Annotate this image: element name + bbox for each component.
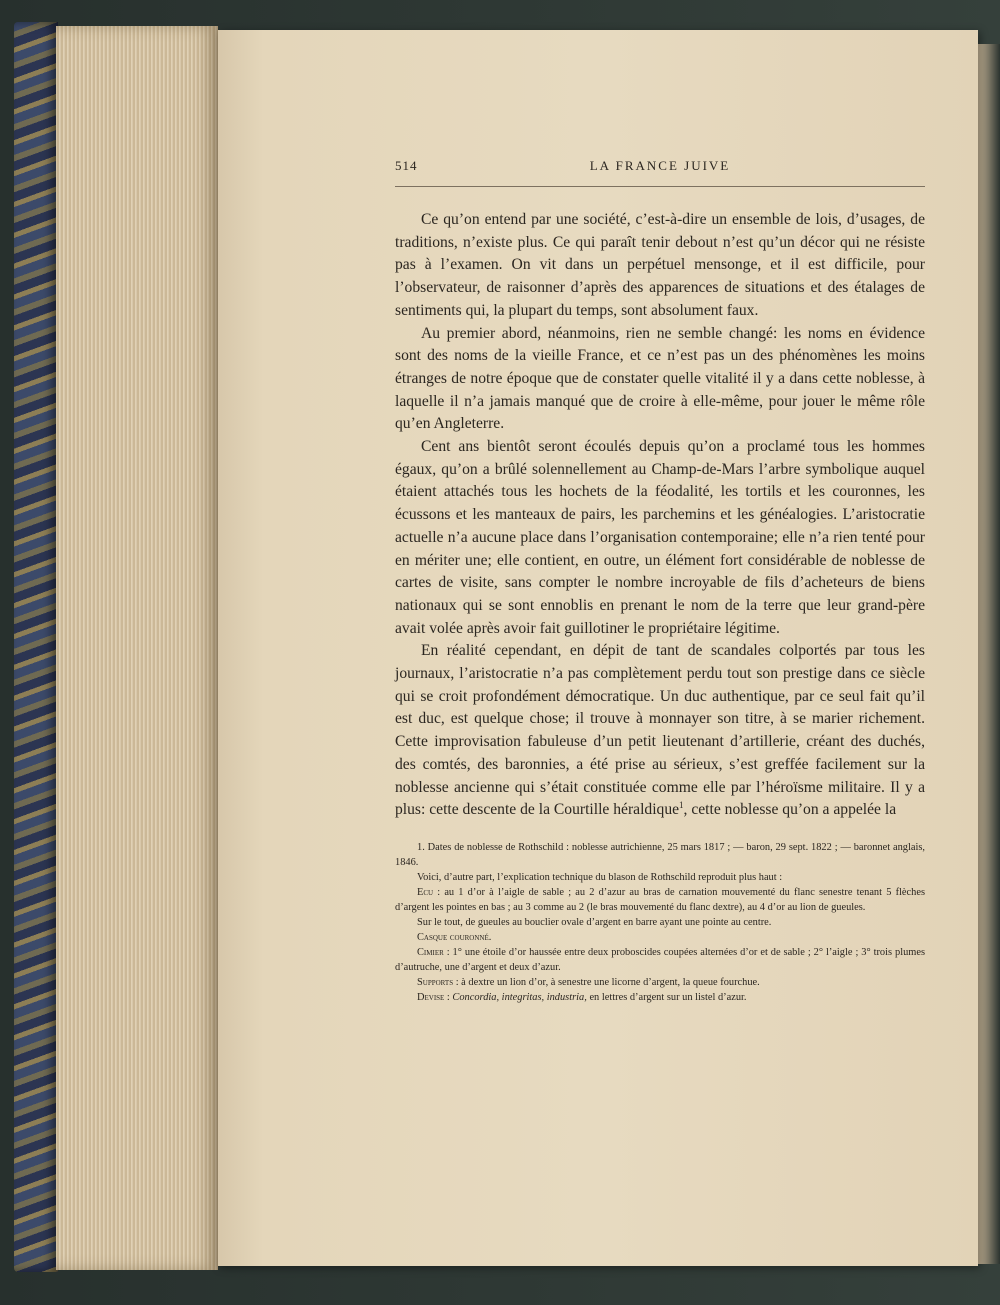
paragraph-2: Au premier abord, néanmoins, rien ne semble changé: les noms en évidence sont des noms de la vieille France, et ce n’est pas un des phénomènes les moins étranges de notre époque que de constater quelle vitalité il y a dans cette noblesse, à laquelle il n’a jamais manqué que de croire à elle-même, pour jouer le même rôle qu’en Angleterre. [395,324,925,433]
footnotes [395,840,925,1005]
footnote-blason-intro: Voici, d’autre part, l’explication technique du blason de Rothschild reproduit plus haut : [417,871,783,883]
devise-label: Devise : [417,991,450,1003]
casque-label: Casque couronné. [417,931,492,943]
paragraph-4-text: En réalité cependant, en dépit de tant de scandales colportés par tous les journaux, l’aristocratie n’a pas complètement perdu tout son prestige dans ce siècle qui se croit profondément démocratique. Un duc authentique, par ce seul fait qu’il est duc, est quelque chose; il trouve à monnayer son titre, à se marier richement. Cette improvisation fabuleuse d’un petit lieutenant d’artillerie, créant des duchés, des comtés, des baronnies, a été prise au sérieux, s’est greffée facilement sur la noblesse ancienne qui s’était constituée comme elle par l’héroïsme militaire. Il y a plus: cette descente de la Courtille héraldique [395,642,925,819]
running-title: LA FRANCE JUIVE [589,158,731,173]
supports-label: Supports : [417,976,459,988]
body-text [395,209,925,822]
book-right-edge [978,44,1000,1264]
paragraph-4-end: , cette noblesse qu’on a appelée la [683,801,897,819]
cimier-label: Cimier : [417,946,450,958]
footnote-sur-le-tout: Sur le tout, de gueules au bouclier ovale d’argent en barre ayant une pointe au centre. [417,916,772,928]
paragraph-4 [395,640,925,822]
page-edges [56,26,218,1270]
book-spine [14,22,58,1272]
cimier-text: 1° une étoile d’or haussée entre deux proboscides coupées alternées d’or et de sable ; 2° l’aigle ; 3° trois plumes d’autruche, une d’argent et deux d’azur. [395,946,926,973]
page-number: 514 [395,158,418,173]
footnote-ecu [395,885,925,915]
paragraph-3: Cent ans bientôt seront écoulés depuis qu’on a proclamé tous les hommes égaux, qu’on a brûlé solennellement au Champ-de-Mars l’arbre symbolique auquel étaient attachés tous les hochets de la féodalité, les tortils et les couronnes, les écussons et les manteaux de pairs, les parchemins et les généalogies. L’aristocratie actuelle n’a aucune place dans l’organisation contemporaine; elle n’a rien tenté pour en mériter une; elle contient, en outre, un élément fort considérable de noblesse de cartes de visite, sans compter le nombre incroyable de fils d’acheteurs de biens nationaux qui se sont ennoblis en prenant le nom de la terre que leur grand-père avait volée après avoir fait guillotiner le propriétaire légitime. [395,438,925,637]
supports-text: à dextre un lion d’or, à senestre une licorne d’argent, la queue fourchue. [458,976,760,988]
footnote-devise [395,990,925,1005]
ecu-text: au 1 d’or à l’aigle de sable ; au 2 d’azur au bras de carnation mouvementé du flanc senestre tenant 5 flèches d’argent les pointes en bas ; au 3 comme au 2 (le bras mouvementé du flanc dextre), au 4 d’or au lion de gueules. [395,886,925,913]
paragraph-1: Ce qu’on entend par une société, c’est-à-dire un ensemble de lois, d’usages, de traditions, n’existe plus. Ce qui paraît tenir debout n’est qu’un décor qui ne résiste pas à l’examen. On vit dans un perpétuel mensonge, et il est difficile, pour l’observateur, de raisonner d’après des apparences de situations et des étalages de sentiments qui, la plupart du temps, sont absolument faux. [395,211,925,319]
devise-motto: Concordia, integritas, industria, [449,991,587,1003]
footnote-casque [395,930,925,945]
running-head [395,158,925,180]
ecu-label: Ecu : [417,886,441,898]
footnote-supports [395,975,925,990]
page-content [395,158,925,1005]
footnote-marker: 1 [679,800,684,811]
devise-text: en lettres d’argent sur un listel d’azur. [586,991,747,1003]
footnote-cimier [395,945,925,975]
header-rule [395,186,925,187]
footnote-1: 1. Dates de noblesse de Rothschild : noblesse autrichienne, 25 mars 1817 ; — baron, 29 sept. 1822 ; — baronnet anglais, 1846. [395,841,925,868]
